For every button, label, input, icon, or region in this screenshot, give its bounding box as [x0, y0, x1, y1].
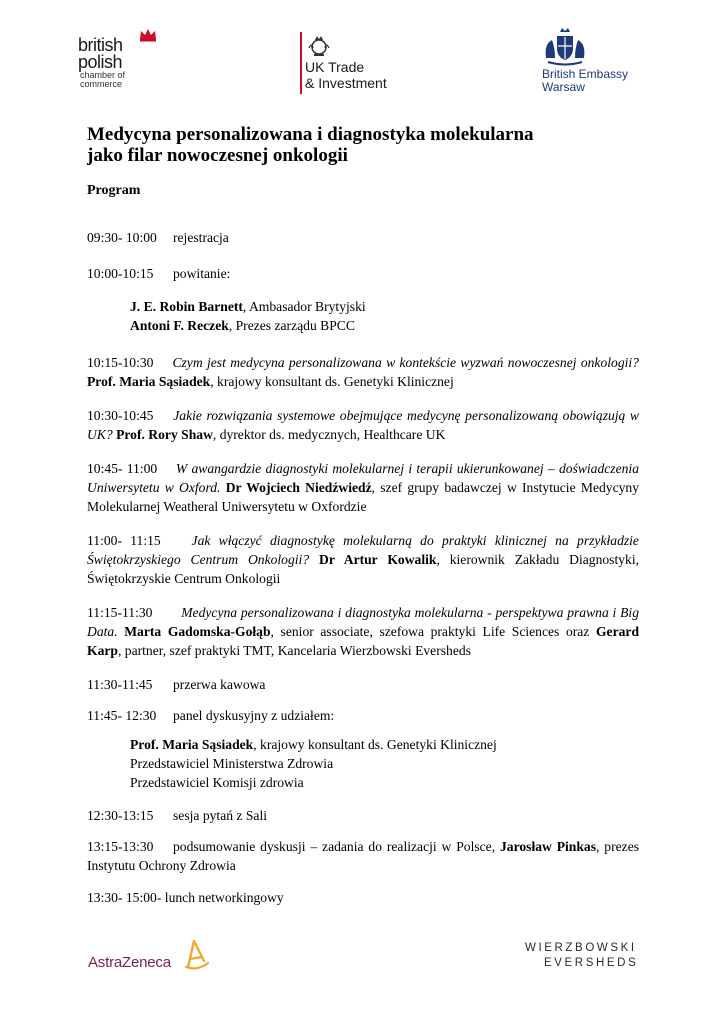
speaker-name: Dr Artur Kowalik — [319, 552, 437, 567]
title-line-1: Medycyna personalizowana i diagnostyka molekularna — [87, 124, 534, 145]
speaker-name: Prof. Maria Sąsiadek — [87, 374, 211, 389]
speaker-name: Antoni F. Reczek — [130, 318, 229, 333]
agenda-text: panel dyskusyjny z udziałem: — [173, 708, 335, 723]
program-heading: Program — [87, 183, 141, 198]
agenda-text: sesja pytań z Sali — [173, 808, 268, 823]
speaker-role: , partner, szef praktyki TMT, Kancelaria Wierzbowski Eversheds — [117, 643, 471, 658]
panel-participants — [130, 735, 639, 792]
agenda-time: 11:45- 12:30 — [87, 708, 157, 723]
agenda-text: powitanie: — [173, 266, 231, 281]
speaker-line — [130, 297, 639, 316]
bpcc-logo-line2: polish — [78, 52, 123, 72]
agenda-time: 11:30-11:45 — [87, 677, 153, 692]
agenda-time: 10:00-10:15 — [87, 266, 154, 281]
bpcc-logo-line1: british — [78, 35, 123, 55]
agenda-time: 13:15-13:30 — [87, 839, 154, 854]
talk-topic: Jak włączyć diagnostykę molekularną do praktyki klinicznej na przykładzie Świętokrzyskiego Centrum Onkologii? — [87, 533, 639, 567]
speaker-name: Jarosław Pinkas — [500, 839, 597, 854]
speaker-role: , senior associate, szefowa praktyki Life Sciences oraz — [270, 624, 590, 639]
british-embassy-logo — [540, 28, 650, 94]
agenda-time: 12:30-13:15 — [87, 808, 154, 823]
agenda-text: rejestracja — [173, 230, 229, 245]
bpcc-logo — [78, 26, 168, 96]
talk-topic: W awangardzie diagnostyki molekularnej i terapii ukierunkowanej – doświadczenia Uniwersytetu w Oxford. — [87, 461, 639, 495]
speaker-role: , krajowy konsultant ds. Genetyki Klinicznej — [253, 737, 497, 752]
speaker-name: Prof. Rory Shaw — [116, 427, 213, 442]
speaker-name: Prof. Maria Sąsiadek — [130, 737, 254, 752]
speaker-line — [130, 316, 639, 335]
agenda-time: 11:15-11:30 — [87, 605, 153, 620]
ukti-logo-line2: & Investment — [305, 75, 387, 91]
participant-line: Przedstawiciel Ministerstwa Zdrowia — [130, 756, 334, 771]
speaker-name: J. E. Robin Barnett — [130, 299, 243, 314]
agenda-time: 13:30- 15:00- — [87, 890, 162, 905]
crown-icon — [138, 26, 158, 42]
speaker-role: , Ambasador Brytyjski — [242, 299, 366, 314]
agenda-time: 10:30-10:45 — [87, 408, 154, 423]
speaker-name: Dr Wojciech Niedźwiedź — [225, 480, 372, 495]
speaker-role: , dyrektor ds. medycznych, Healthcare UK — [212, 427, 446, 442]
talk-topic: Czym jest medycyna personalizowana w kontekście wyzwań nowoczesnej onkologii? — [172, 355, 639, 370]
speaker-role: , krajowy konsultant ds. Genetyki Klinicznej — [210, 374, 454, 389]
participant-line: Przedstawiciel Komisji zdrowia — [130, 775, 304, 790]
speaker-role: , szef grupy badawczej w Instytucie Medycyny Molekularnej Weatheral Uniwersytetu w Oxfordzie — [87, 480, 639, 514]
speaker-role: , kierownik Zakładu Diagnostyki, Świętokrzyskie Centrum Onkologii — [87, 552, 639, 586]
speaker-role: , Prezes zarządu BPCC — [228, 318, 355, 333]
agenda-time: 09:30- 10:00 — [87, 230, 157, 245]
embassy-logo-line1: British Embassy — [542, 67, 629, 81]
eversheds-wordmark: EVERSHEDS — [544, 957, 639, 969]
embassy-logo-line2: Warsaw — [542, 80, 585, 94]
agenda-item-talk1 — [87, 353, 639, 391]
agenda-time: 10:15-10:30 — [87, 355, 154, 370]
agenda-item-lunch — [87, 888, 639, 907]
bpcc-logo-subtitle: chamber of commerce — [80, 70, 126, 89]
agenda-item-panel — [87, 706, 639, 725]
agenda-item-registration — [87, 228, 639, 247]
ukti-logo — [300, 32, 410, 94]
agenda-item-talk5 — [87, 603, 639, 660]
agenda-item-welcome — [87, 264, 639, 283]
welcome-speakers — [130, 297, 639, 335]
ukti-logo-line1: UK Trade — [305, 59, 365, 75]
page-title — [87, 124, 647, 166]
wierzbowski-eversheds-logo — [525, 942, 640, 972]
speaker-name: Marta Gadomska-Gołąb — [124, 624, 271, 639]
talk-topic: Medycyna personalizowana i diagnostyka molekularna - perspektywa prawna i Big Data. — [87, 605, 639, 639]
royal-coat-of-arms-icon — [542, 28, 588, 66]
agenda-text: przerwa kawowa — [173, 677, 266, 692]
agenda-item-break — [87, 675, 639, 694]
speaker-name: Gerard Karp — [87, 624, 640, 658]
title-line-2: jako filar nowoczesnej onkologii — [87, 145, 348, 166]
agenda-item-qa — [87, 806, 639, 825]
agenda-list — [87, 228, 639, 907]
astrazeneca-symbol-icon — [184, 939, 210, 971]
astrazeneca-logo — [88, 937, 213, 977]
agenda-text: podsumowanie dyskusji – zadania do realizacji w Polsce, — [173, 839, 496, 854]
agenda-time: 11:00- 11:15 — [87, 533, 161, 548]
ukti-red-bar — [300, 32, 302, 94]
agenda-item-talk2 — [87, 406, 639, 444]
royal-crest-icon — [306, 34, 332, 58]
agenda-item-summary — [87, 837, 639, 875]
participant-line — [130, 735, 639, 754]
astrazeneca-wordmark: AstraZeneca — [88, 954, 171, 971]
agenda-item-talk4 — [87, 531, 639, 588]
agenda-time: 10:45- 11:00 — [87, 461, 158, 476]
wierzbowski-wordmark: WIERZBOWSKI — [525, 942, 637, 954]
talk-topic: Jakie rozwiązania systemowe obejmujące medycynę personalizowaną obowiązują w UK? — [87, 408, 640, 442]
speaker-role: , prezes Instytutu Ochrony Zdrowia — [87, 839, 640, 873]
agenda-item-talk3 — [87, 459, 639, 516]
agenda-text: lunch networkingowy — [164, 890, 284, 905]
